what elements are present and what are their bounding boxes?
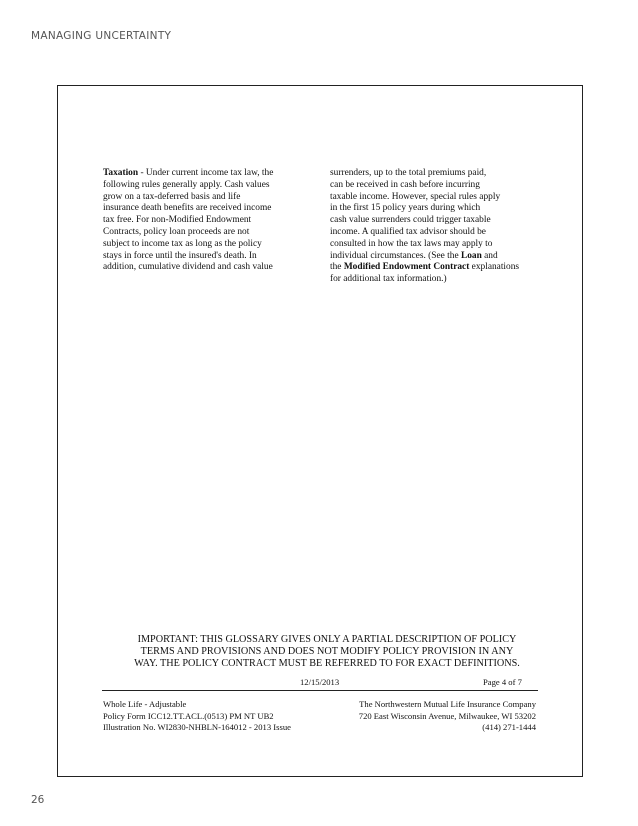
glossary-line: Contracts, policy loan proceeds are not xyxy=(103,226,250,237)
glossary-line: taxable income. However, special rules apply xyxy=(330,191,501,202)
illustration-date: 12/15/2013 xyxy=(300,677,340,687)
illustration-number: Illustration No. WI2830-NHBLN-164012 - 2013 Issue xyxy=(103,722,291,733)
glossary-line: subject to income tax as long as the policy xyxy=(103,238,262,249)
company-name: The Northwestern Mutual Life Insurance Company xyxy=(359,699,536,709)
company-info xyxy=(318,699,536,734)
glossary-line: insurance death benefits are received income xyxy=(103,203,272,214)
glossary-line: stays in force until the insured's death. In xyxy=(103,250,257,261)
company-address: 720 East Wisconsin Avenue, Milwaukee, WI 53202 xyxy=(358,710,536,721)
product-name: Whole Life - Adjustable xyxy=(103,699,187,709)
page-indicator: Page 4 of 7 xyxy=(483,677,522,687)
policy-form: Policy Form ICC12.TT.ACL.(0513) PM NT UB2 xyxy=(103,710,274,721)
glossary-term: Taxation xyxy=(103,168,139,178)
glossary-line: for additional tax information.) xyxy=(330,274,447,285)
glossary-line: tax free. For non-Modified Endowment xyxy=(103,215,252,226)
glossary-line: grow on a tax-deferred basis and life xyxy=(103,191,241,202)
glossary-text: individual circumstances. (See the xyxy=(330,250,461,261)
loan-term: Loan xyxy=(460,250,482,261)
important-line: IMPORTANT: THIS GLOSSARY GIVES ONLY A PARTIAL DESCRIPTION OF POLICY xyxy=(137,634,517,645)
company-phone: (414) 271-1444 xyxy=(482,722,536,733)
glossary-right-column xyxy=(330,168,552,286)
glossary-line: surrenders, up to the total premiums paid, xyxy=(330,168,487,178)
important-line: TERMS AND PROVISIONS AND DOES NOT MODIFY POLICY PROVISION IN ANY xyxy=(140,646,514,657)
page-number: 26 xyxy=(31,794,45,806)
glossary-line: income. A qualified tax advisor should be xyxy=(330,226,486,237)
important-line: WAY. THE POLICY CONTRACT MUST BE REFERRED TO FOR EXACT DEFINITIONS. xyxy=(134,658,520,669)
glossary-line: consulted in how the tax laws may apply to xyxy=(330,238,493,249)
footer-divider xyxy=(102,690,538,691)
glossary-text: the xyxy=(330,262,344,273)
glossary-line: cash value surrenders could trigger taxable xyxy=(330,215,491,226)
glossary-line xyxy=(330,251,552,263)
important-notice xyxy=(112,634,542,670)
glossary-left-column xyxy=(103,168,313,274)
policy-info xyxy=(103,699,343,734)
mec-term: Modified Endowment Contract xyxy=(343,262,470,273)
glossary-text: - Under current income tax law, the xyxy=(138,168,274,178)
glossary-line: can be received in cash before incurring xyxy=(330,179,480,190)
glossary-line xyxy=(330,262,552,274)
glossary-line: following rules generally apply. Cash values xyxy=(103,179,270,190)
glossary-line xyxy=(103,168,313,180)
section-title: MANAGING UNCERTAINTY xyxy=(31,30,172,42)
glossary-line: in the first 15 policy years during which xyxy=(330,203,481,214)
glossary-text: and xyxy=(481,250,498,261)
glossary-line: addition, cumulative dividend and cash value xyxy=(103,262,273,273)
glossary-text: explanations xyxy=(469,262,520,273)
